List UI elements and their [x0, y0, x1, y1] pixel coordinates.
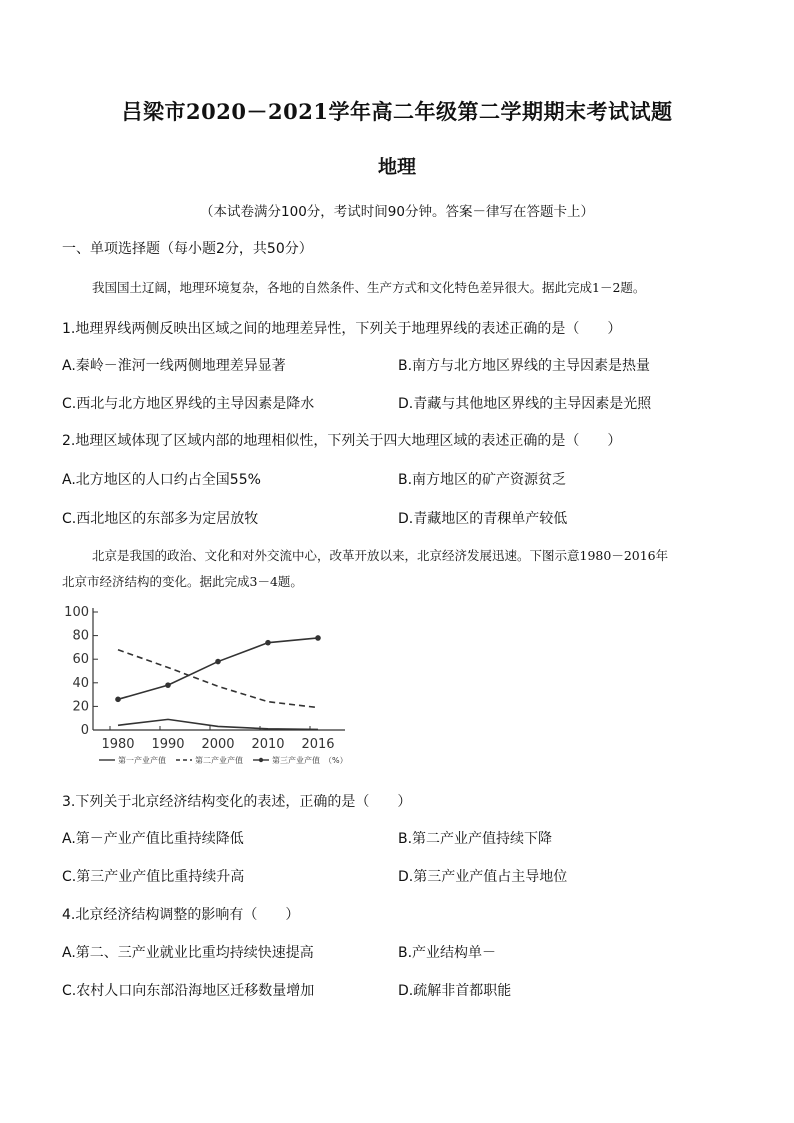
question-4-option-a: A.第二、三产业就业比重均持续快速提高: [62, 945, 314, 961]
question-1-option-d: D.青藏与其他地区界线的主导因素是光照: [398, 396, 652, 412]
legend-label-1: 第一产业产值: [118, 756, 166, 765]
passage-2-line-2: 北京市经济结构的变化。据此完成3－4题。: [62, 574, 303, 589]
y-tick-label: 80: [72, 628, 89, 644]
question-1-stem: 1.地理界线两侧反映出区域之间的地理差异性，下列关于地理界线的表述正确的是（ ）: [62, 321, 622, 337]
y-tick-label: 0: [80, 723, 89, 738]
series-point-3: [215, 659, 221, 665]
question-2-option-c: C.西北地区的东部多为定居放牧: [62, 511, 259, 527]
question-4-option-b: B.产业结构单－: [398, 945, 497, 961]
legend-label-2: 第二产业产值: [195, 756, 243, 765]
economic-structure-chart: [55, 600, 355, 775]
legend-marker-3: [259, 758, 263, 762]
x-tick-label: 1980: [101, 737, 135, 752]
question-3-option-b: B.第二产业产值持续下降: [398, 831, 553, 847]
series-line-3: [118, 638, 318, 699]
question-4-stem: 4.北京经济结构调整的影响有（ ）: [62, 907, 300, 923]
question-1-option-b: B.南方与北方地区界线的主导因素是热量: [398, 358, 651, 374]
question-4-option-d: D.疏解非首都职能: [398, 983, 512, 999]
question-2-option-a: A.北方地区的人口约占全国55%: [62, 472, 261, 488]
question-3-option-c: C.第三产业产值比重持续升高: [62, 869, 245, 885]
series-point-3: [315, 635, 321, 641]
question-2-stem: 2.地理区域体现了区域内部的地理相似性，下列关于四大地理区域的表述正确的是（ ）: [62, 433, 622, 449]
y-tick-label: 20: [72, 699, 89, 715]
x-tick-label: 1990: [151, 737, 185, 752]
exam-note: （本试卷满分100分，考试时间90分钟。答案－律写在答题卡上）: [200, 204, 594, 220]
y-tick-label: 60: [72, 652, 89, 668]
passage-2-line-1: 北京是我国的政治、文化和对外交流中心，改革开放以来，北京经济发展迅速。下图示意1980－2016年: [92, 548, 669, 563]
y-tick-label: 40: [72, 675, 89, 691]
legend-unit: （%）: [324, 756, 348, 765]
x-tick-label: 2000: [201, 737, 235, 752]
question-3-option-a: A.第－产业产值比重持续降低: [62, 831, 244, 847]
y-tick-label: 100: [64, 605, 89, 620]
legend-label-3: 第三产业产值: [272, 756, 320, 765]
question-3-option-d: D.第三产业产值占主导地位: [398, 869, 568, 885]
section-heading: 一、单项选择题（每小题2分，共50分）: [62, 241, 313, 257]
question-2-option-b: B.南方地区的矿产资源贫乏: [398, 472, 567, 488]
exam-title: 吕梁市2020－2021学年高二年级第二学期期末考试试题: [121, 99, 673, 124]
question-1-option-a: A.秦岭－淮河一线两侧地理差异显著: [62, 358, 286, 374]
x-tick-label: 2010: [251, 737, 285, 752]
series-line-2: [118, 650, 318, 708]
subject-title: 地理: [377, 156, 416, 178]
series-point-3: [265, 640, 271, 646]
series-point-3: [115, 697, 121, 703]
series-line-1: [118, 719, 318, 729]
question-3-stem: 3.下列关于北京经济结构变化的表述，正确的是（ ）: [62, 794, 412, 810]
question-4-option-c: C.农村人口向东部沿海地区迁移数量增加: [62, 983, 315, 999]
question-1-option-c: C.西北与北方地区界线的主导因素是降水: [62, 396, 315, 412]
x-tick-label: 2016: [301, 737, 335, 752]
question-2-option-d: D.青藏地区的青稞单产较低: [398, 511, 568, 527]
series-point-3: [165, 682, 171, 688]
passage-1: 我国国土辽阔，地理环境复杂，各地的自然条件、生产方式和文化特色差异很大。据此完成1－2题。: [92, 280, 646, 295]
